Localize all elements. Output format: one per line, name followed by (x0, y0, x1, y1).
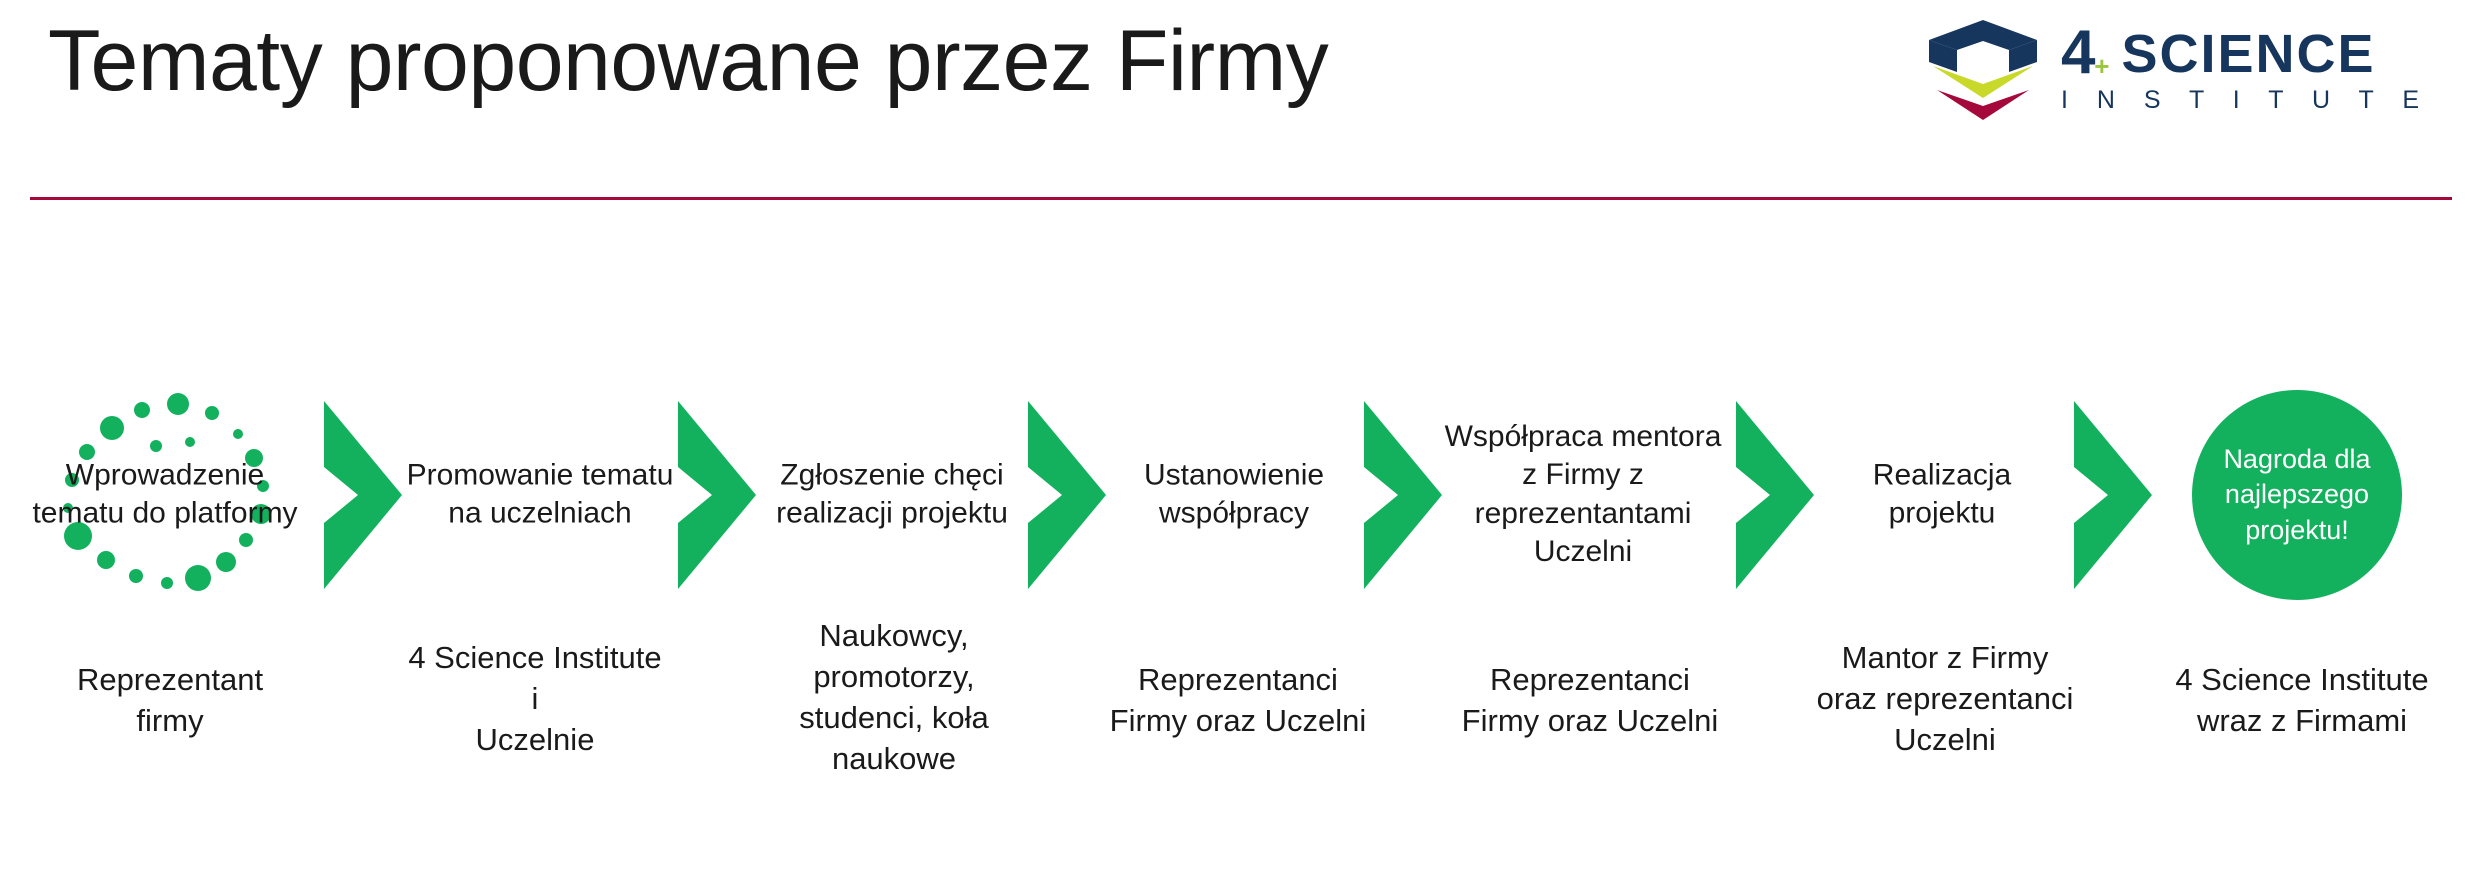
flow-stage-3-line-1: Zgłoszenie chęci (780, 458, 1004, 492)
flow-stage-1 (0, 380, 330, 610)
flow-stage-5-line-4: Uczelni (1533, 535, 1633, 569)
actor-7-line-2: wraz z Firmami (2196, 702, 2408, 738)
actor-caption-4 (1086, 660, 1390, 742)
actor-3-line-2: promotorzy, (813, 658, 975, 694)
brand-science: SCIENCE (2121, 24, 2376, 85)
flow-stage-5-line-3: reprezentantami (1474, 497, 1692, 530)
chevron-right-icon-3 (1022, 395, 1112, 595)
brand-wordmark-top (2060, 17, 2376, 87)
flow-stage-2 (400, 380, 680, 610)
slide-header (0, 0, 2482, 190)
flow-stage-1-line-2: tematu do platformy (32, 497, 298, 530)
flow-stage-1-label (0, 457, 330, 534)
chevron-right-icon-4 (1358, 395, 1448, 595)
flow-stage-3 (752, 380, 1032, 610)
prize-line-1: Nagroda dla (2223, 444, 2371, 475)
flow-stage-6-line-2: projektu (1888, 497, 1996, 530)
actor-6-line-3: Uczelni (1894, 721, 1996, 757)
flow-stage-6-line-1: Realizacja (1872, 458, 2012, 492)
actor-2-line-1: 4 Science Institute (408, 640, 662, 675)
stacked-layers-logo-icon (1923, 18, 2043, 122)
flow-stage-4-line-1: Ustanowienie (1143, 458, 1325, 492)
prize-line-2: najlepszego (2224, 479, 2370, 510)
page-title: Tematy proponowane przez Firmy (48, 13, 1329, 109)
actor-5-line-2: Firmy oraz Uczelni (1461, 702, 1719, 738)
flow-stage-6-label (1812, 457, 2072, 534)
actor-6-line-2: oraz reprezentanci (1816, 680, 2074, 716)
actor-1-line-1: Reprezentant (76, 662, 264, 697)
chevron-right-icon-6 (2068, 395, 2158, 595)
flow-stage-3-label (752, 457, 1032, 534)
flow-stage-5-line-1: Współpraca mentora (1444, 420, 1722, 454)
prize-badge (2192, 390, 2402, 600)
title-divider (30, 197, 2452, 200)
actor-caption-2 (372, 638, 698, 761)
brand-four: 4 + (2060, 17, 2110, 87)
actor-3-line-3: studenci, koła (799, 699, 989, 735)
prize-line-3: projektu! (2245, 514, 2349, 545)
flow-stage-7 (2150, 380, 2450, 610)
actor-caption-1 (20, 660, 320, 742)
chevron-right-icon-1 (318, 395, 408, 595)
brand-institute: I N S T I T U T E (2060, 86, 2430, 115)
actor-3-line-4: naukowe (831, 740, 957, 776)
actor-4-line-2: Firmy oraz Uczelni (1109, 702, 1367, 738)
actor-5-line-1: Reprezentanci (1490, 662, 1690, 697)
brand-plus: + (2094, 51, 2110, 81)
flow-stage-4 (1102, 380, 1366, 610)
flow-stage-2-line-2: na uczelniach (448, 497, 632, 530)
actor-2-line-2: i (531, 680, 539, 716)
flow-stage-5 (1436, 380, 1730, 610)
actor-caption-5 (1438, 660, 1742, 742)
flow-stage-6 (1812, 380, 2072, 610)
flow-stage-5-label (1436, 418, 1730, 572)
actor-caption-3 (744, 616, 1044, 780)
flow-stage-5-line-2: z Firmy z (1522, 458, 1644, 492)
process-flow (0, 380, 2482, 610)
actor-captions (0, 618, 2482, 860)
actor-3-line-1: Naukowcy, (819, 618, 969, 653)
flow-stage-1-line-1: Wprowadzenie (65, 458, 265, 492)
actor-caption-7 (2142, 660, 2462, 742)
actor-2-line-3: Uczelnie (475, 721, 595, 757)
chevron-right-icon-5 (1730, 395, 1820, 595)
actor-1-line-2: firmy (136, 702, 204, 738)
flow-stage-4-label (1102, 457, 1366, 534)
flow-stage-2-line-1: Promowanie tematu (406, 458, 674, 492)
prize-badge-label (2195, 442, 2398, 547)
flow-stage-3-line-2: realizacji projektu (776, 497, 1008, 530)
actor-caption-6 (1790, 638, 2100, 761)
flow-stage-4-line-2: współpracy (1158, 497, 1310, 530)
brand-logo (1923, 18, 2430, 122)
brand-wordmark (2060, 17, 2430, 116)
flow-stage-2-label (400, 457, 680, 534)
actor-7-line-1: 4 Science Institute (2175, 662, 2429, 697)
chevron-right-icon-2 (672, 395, 762, 595)
actor-4-line-1: Reprezentanci (1138, 662, 1338, 697)
actor-6-line-1: Mantor z Firmy (1841, 640, 2049, 675)
